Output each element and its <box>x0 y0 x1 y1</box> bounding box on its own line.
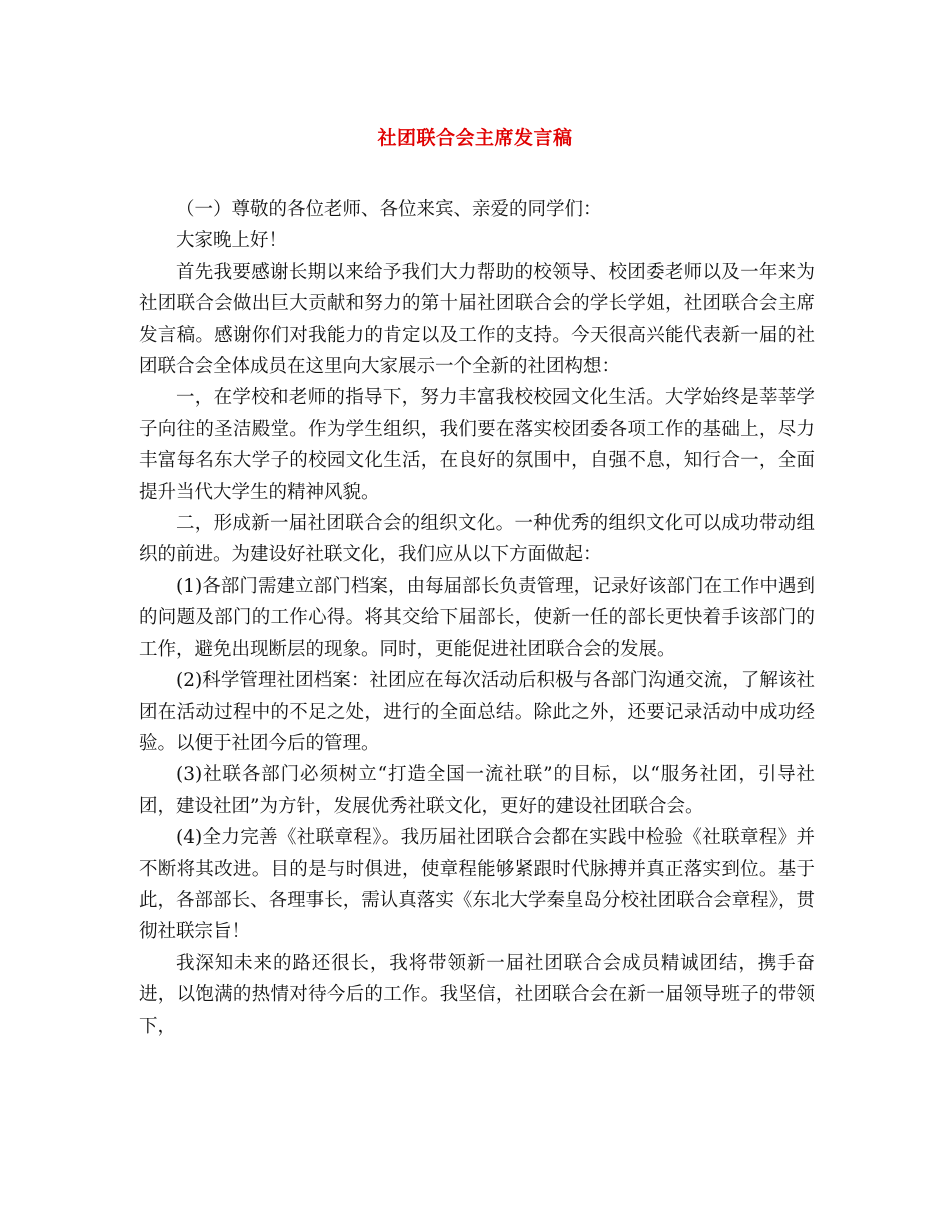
thanks-paragraph: 首先我要感谢长期以来给予我们大力帮助的校领导、校团委老师以及一年来为社团联合会做出巨大贡献和努力的第十届社团联合会的学长学姐，社团联合会主席发言稿。感谢你们对我能力的肯定以及工作的支持。今天很高兴能代表新一届的社团联合会全体成员在这里向大家展示一个全新的社团构想： <box>139 261 815 378</box>
sub-point-2-paragraph: (2)科学管理社团档案：社团应在每次活动后积极与各部门沟通交流，了解该社团在活动过程中的不足之处，进行的全面总结。除此之外，还要记录活动中成功经验。以便于社团今后的管理。 <box>139 670 815 754</box>
document-title: 社团联合会主席发言稿 <box>377 127 573 149</box>
sub-point-3-paragraph: (3)社联各部门必须树立“打造全国一流社联”的目标，以“服务社团，引导社团，建设社团”为方针，发展优秀社联文化，更好的建设社团联合会。 <box>139 764 815 817</box>
salutation-paragraph: （一）尊敬的各位老师、各位来宾、亲爱的同学们： <box>176 199 602 220</box>
sub-point-1-paragraph: (1)各部门需建立部门档案，由每届部长负责管理，记录好该部门在工作中遇到的问题及部门的工作心得。将其交给下届部长，使新一任的部长更快着手该部门的工作，避免出现断层的现象。同时，更能促进社团联合会的发展。 <box>139 575 815 660</box>
closing-paragraph: 我深知未来的路还很长，我将带领新一届社团联合会成员精诚团结，携手奋进，以饱满的热情对待今后的工作。我坚信，社团联合会在新一届领导班子的带领下， <box>139 952 815 1037</box>
greeting-paragraph: 大家晚上好！ <box>176 230 288 252</box>
point-one-paragraph: 一，在学校和老师的指导下，努力丰富我校校园文化生活。大学始终是莘莘学子向往的圣洁殿堂。作为学生组织，我们要在落实校团委各项工作的基础上，尽力丰富每名东大学子的校园文化生活，在良好的氛围中，自强不息，知行合一，全面提升当代大学生的精神风貌。 <box>139 387 815 503</box>
document-body <box>139 194 815 1042</box>
sub-point-4-paragraph: (4)全力完善《社联章程》。我历届社团联合会都在实践中检验《社联章程》并不断将其改进。目的是与时俱进，使章程能够紧跟时代脉搏并真正落实到位。基于此，各部部长、各理事长，需认真落实《东北大学秦皇岛分校社团联合会章程》，贯彻社联宗旨！ <box>139 827 815 943</box>
point-two-paragraph: 二，形成新一届社团联合会的组织文化。一种优秀的组织文化可以成功带动组织的前进。为建设好社联文化，我们应从以下方面做起： <box>139 513 815 566</box>
